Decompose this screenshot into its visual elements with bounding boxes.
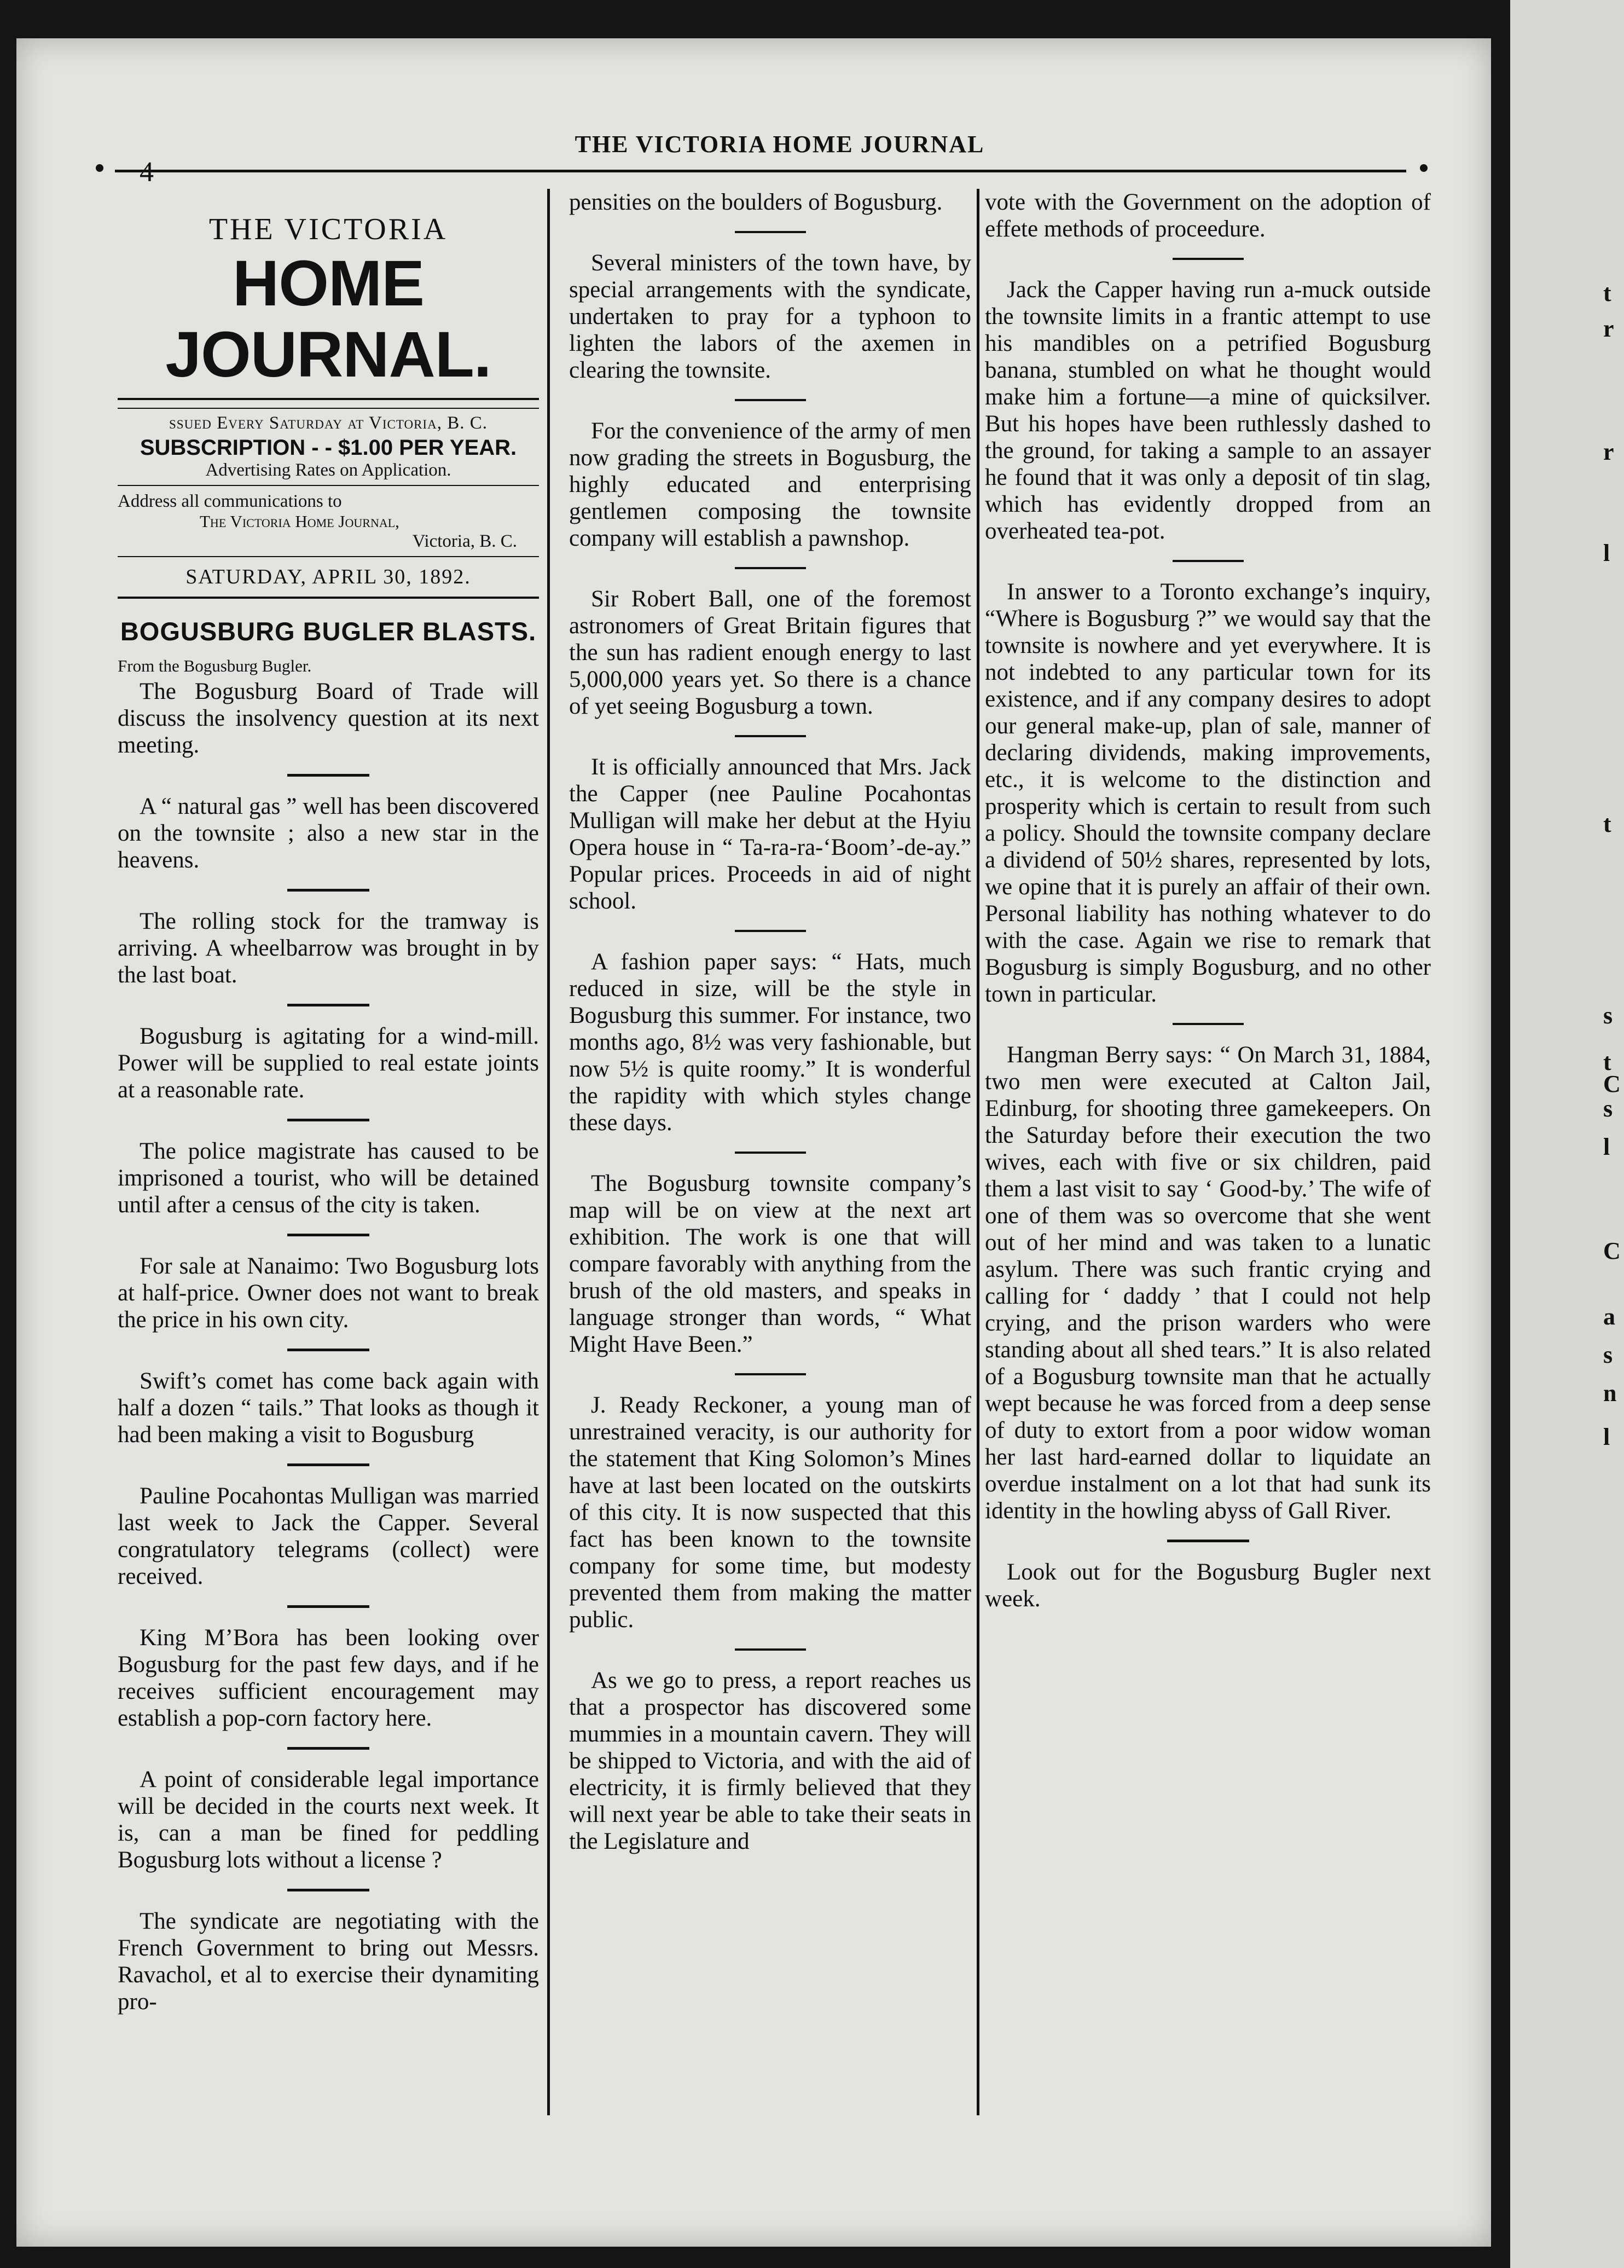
separator-rule [1167,1540,1249,1542]
address-line: The Victoria Home Journal, [200,512,399,531]
article-paragraph: Sir Robert Ball, one of the foremost astronomers of Great Britain figures that the sun has radient enough energy to last 5,000,000 years yet. So there is a chance of yet seeing Bogusburg a town. [569,586,971,719]
article-paragraph: Jack the Capper having run a-muck outside the townsite limits in a frantic attempt to use his mandibles on a petrified Bogusburg banana, stumbled on what he thought would make him a fortune—a mine of quicksilver. But his hopes have been ruthlessly dashed to the ground, for taking a sample to an assayer he found that it was only a deposit of tin slag, which has evidently dropped from an overheated tea-pot. [985,277,1431,544]
dateline: SATURDAY, APRIL 30, 1892. [185,565,471,588]
masthead-rule [118,485,539,486]
article-paragraph: Look out for the Bogusburg Bugler next week. [985,1559,1431,1612]
separator-rule [287,1349,369,1351]
article-paragraph: For the convenience of the army of men now grading the streets in Bogusburg, the highly educated and enterprising gentlemen composing the townsite company will establish a pawnshop. [569,418,971,551]
strip-letter: r [1603,315,1614,342]
article-paragraph: The syndicate are negotiating with the French Government to bring out Messrs. Ravachol, et al to exercise their dynamiting pro- [118,1908,539,2015]
running-head: THE VICTORIA HOME JOURNAL [575,131,985,158]
article-paragraph: The Bogusburg Board of Trade will discuss the insolvency question at its next meeting. [118,679,539,758]
advertising-line: Advertising Rates on Application. [205,460,451,480]
address-line: Address all communications to [118,491,342,511]
article-paragraph: pensities on the boulders of Bogusburg. [569,189,943,215]
article-paragraph: A fashion paper says: “ Hats, much reduced in size, will be the style in Bogusburg this summer. For instance, two months ago, 8½ was very fashionable, but now 5½ is quite roomy.” It is wonderful the rapidity with which styles change these days. [569,949,971,1136]
strip-letter: t [1603,811,1611,837]
strip-letter: s [1603,1095,1613,1122]
masthead-rule [118,597,539,599]
strip-letter: C [1603,1237,1621,1264]
strip-letter: l [1603,1424,1610,1450]
separator-rule [287,889,369,892]
strip-letter: s [1603,1341,1613,1368]
article-paragraph: A point of considerable legal importance will be decided in the courts next week. It is, can a man be fined for peddling Bogusburg lots without a license ? [118,1767,539,1873]
separator-rule [1173,258,1244,260]
separator-rule [287,1889,369,1891]
column-3 [985,189,1431,1612]
article-paragraph: The rolling stock for the tramway is arriving. A wheelbarrow was brought in by the last boat. [118,909,539,988]
column-rule [547,189,550,2115]
article-paragraph: J. Ready Reckoner, a young man of unrestrained veracity, is our authority for the statement that King Solomon’s Mines have at last been located on the outskirts of this city. It is now suspected that this fact has been known to the townsite company for some time, but modesty prevented them from making the matter public. [569,1392,971,1633]
separator-rule [287,1747,369,1750]
separator-rule [287,774,369,777]
article-paragraph: As we go to press, a report reaches us that a prospector has discovered some mummies in a mountain cavern. They will be shipped to Victoria, and with the aid of electricity, it is firmly believed that they will next year be able to take their seats in the Legislature and [569,1668,971,1854]
strip-letter: t [1603,280,1611,306]
separator-rule [287,1119,369,1121]
masthead-rule [118,408,539,409]
article-paragraph: Pauline Pocahontas Mulligan was married last week to Jack the Capper. Several congratulatory telegrams (collect) were received. [118,1483,539,1589]
strip-letter: C [1603,1071,1621,1097]
subscription-line: SUBSCRIPTION - - $1.00 PER YEAR. [140,436,517,460]
article-paragraph: It is officially announced that Mrs. Jack the Capper (nee Pauline Pocahontas Mulligan will make her debut at the Hyiu Opera house in “ Ta-ra-ra-‘Boom’-de-ay.” Popular prices. Proceeds in aid of night school. [569,754,971,914]
strip-letter: l [1603,540,1610,566]
strip-letter: r [1603,438,1614,465]
column-rule [977,189,979,2115]
article-paragraph: vote with the Government on the adoption of effete methods of proceedure. [985,189,1431,242]
separator-rule [1173,1023,1244,1025]
margin-dot [96,164,103,172]
strip-letter: s [1603,1002,1613,1029]
byline: From the Bogusburg Bugler. [118,656,312,675]
separator-rule [735,231,806,233]
strip-letter: a [1603,1303,1615,1330]
masthead-rule [118,398,539,400]
strip-letter: t [1603,1049,1611,1075]
separator-rule [735,399,806,401]
separator-rule [735,930,806,932]
header-rule [115,170,1406,172]
masthead-title: HOME JOURNAL. [165,247,491,391]
margin-dot [1420,164,1428,172]
separator-rule [735,735,806,737]
separator-rule [287,1234,369,1236]
article-paragraph: Swift’s comet has come back again with half a dozen “ tails.” That looks as though it had been making a visit to Bogusburg [118,1368,539,1448]
separator-rule [287,1004,369,1006]
separator-rule [1173,560,1244,562]
separator-rule [287,1605,369,1608]
article-paragraph: The police magistrate has caused to be imprisoned a tourist, who will be detained until after a census of the city is taken. [118,1138,539,1218]
address-line: Victoria, B. C. [412,531,517,551]
article-paragraph: King M’Bora has been looking over Bogusburg for the past few days, and if he receives sufficient encouragement may establish a pop-corn factory here. [118,1625,539,1731]
masthead-rule [118,556,539,557]
separator-rule [735,1648,806,1651]
section-title: BOGUSBURG BUGLER BLASTS. [120,617,537,646]
strip-letter: n [1603,1380,1617,1407]
issued-line: ssued Every Saturday at Victoria, B. C. [169,413,488,433]
article-paragraph: For sale at Nanaimo: Two Bogusburg lots at half-price. Owner does not want to break the price in his own city. [118,1253,539,1333]
separator-rule [735,567,806,569]
column-1 [118,189,539,2015]
masthead-title-top: THE VICTORIA [208,212,448,246]
article-paragraph: In answer to a Toronto exchange’s inquiry, “Where is Bogusburg ?” we would say that the townsite is nowhere and yet everywhere. It is not indebted to any particular town for its existence, and if any company desires to adopt our general make-up, plan of sale, manner of declaring dividends, making improvements, etc., it is welcome to the distinction and prosperity which is certain to result from such a policy. Should the townsite company declare a dividend of 50½ shares, represented by lots, we opine that it is purely an affair of their own. Personal liability has nothing whatever to do with the case. Again we rise to remark that Bogusburg is simply Bogusburg, and no other town in particular. [985,579,1431,1007]
separator-rule [735,1373,806,1375]
article-paragraph: A “ natural gas ” well has been discovered on the townsite ; also a new star in the heavens. [118,794,539,873]
separator-rule [735,1152,806,1154]
article-paragraph: Hangman Berry says: “ On March 31, 1884, two men were executed at Calton Jail, Edinburg, for shooting three gamekeepers. On the Saturday before their execution the two wives, each with five or six children, paid them a last visit to say ‘ Good-by.’ The wife of one of them was so overcome that she went out of her mind and was taken to a lunatic asylum. There was such frantic crying and calling for ‘ daddy ’ that I could not help crying, and the prison warders who were standing about all shed tears.” It is also related of a Bogusburg townsite man that he actually wept because he was forced from a deep sense of duty to extort from a poor widow woman her last hard-earned dollar to liquidate an overdue instalment on a lot that had sunk its identity in the howling abyss of Gall River. [985,1042,1431,1524]
strip-letter: l [1603,1133,1610,1160]
article-paragraph: The Bogusburg townsite company’s map will be on view at the next art exhibition. The work is one that will compare favorably with anything from the brush of the old masters, and speaks in language stronger than words, “ What Might Have Been.” [569,1171,971,1357]
separator-rule [287,1463,369,1466]
article-paragraph: Bogusburg is agitating for a wind-mill. Power will be supplied to real estate joints at a reasonable rate. [118,1023,539,1103]
column-2 [569,189,971,1855]
article-paragraph: Several ministers of the town have, by special arrangements with the syndicate, undertaken to pray for a typhoon to lighten the labors of the axemen in clearing the townsite. [569,250,971,383]
